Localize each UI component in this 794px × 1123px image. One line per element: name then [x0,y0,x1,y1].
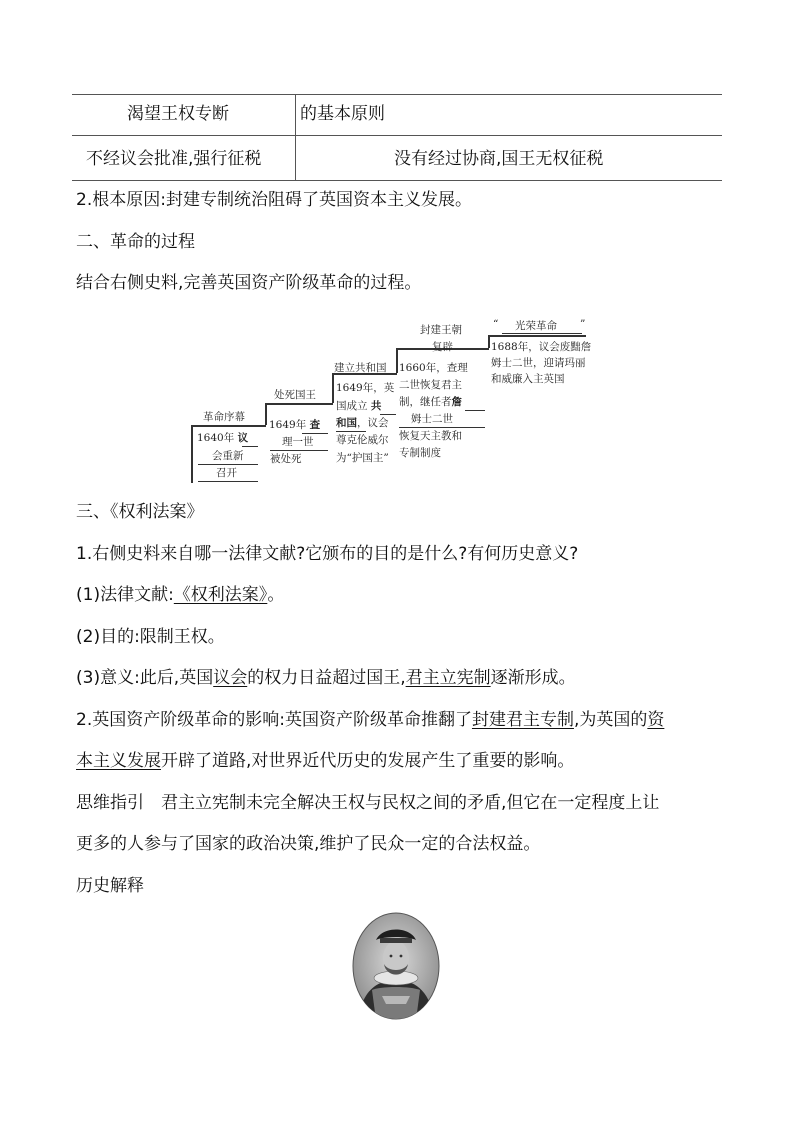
stair-line [396,348,398,373]
step-answer: 光荣革命 [515,320,557,332]
blank-line [502,333,582,334]
blank-line [270,450,328,451]
step-title-prelude: 革命序幕 [203,411,245,423]
blank-line [198,481,258,482]
step-text: 和国，议会 [336,417,389,429]
table-cell: 渴望王权专断 [127,104,229,124]
blank-line [399,427,485,428]
step-text: 1660年，查理 [399,362,468,374]
section-heading-interpretation: 历史解释 [76,876,144,896]
step-text: 尊克伦威尔 [336,434,389,446]
answer-3: (3)意义:此后,英国议会的权力日益超过国王,君主立宪制逐渐形成。 [76,668,576,688]
root-cause-text: 2.根本原因:封建专制统治阻碍了英国资本主义发展。 [76,190,472,210]
blank-line [302,433,328,434]
step-text: 姆士二世，迎请玛丽 [491,357,586,369]
step-text: 1649年，英 [336,382,395,394]
stair-line [488,335,490,348]
step-text: 1688年，议会废黜詹 [491,341,592,353]
step-answer: 姆士二世 [411,413,453,425]
impact-text-line2: 本主义发展开辟了道路,对世界近代历史的发展产生了重要的影响。 [76,751,575,771]
table-rule [72,135,722,136]
table-rule [72,180,722,181]
step-text: 1649年 查 [269,419,321,431]
quote-mark: ” [580,318,586,330]
stair-line [265,403,333,405]
table-cell: 的基本原则 [300,104,385,124]
stair-line [265,403,267,425]
table-cell: 没有经过协商,国王无权征税 [394,149,604,169]
step-text: 1640年 议 [197,432,249,444]
step-text: 制，继任者詹 [399,396,462,408]
step-title-restoration: 封建王朝 [420,324,462,336]
step-title-republic: 建立共和国 [334,362,387,374]
answer-2: (2)目的:限制王权。 [76,627,225,647]
revolution-process-diagram [190,315,610,485]
section-heading-process: 二、革命的过程 [76,232,195,252]
section-heading-bill: 三、《权利法案》 [76,502,204,522]
question-1: 1.右侧史料来自哪一法律文献?它颁布的目的是什么?有何历史意义? [76,544,579,564]
blank-line [380,414,396,415]
thinking-guide-line2: 更多的人参与了国家的政治决策,维护了民众一定的合法权益。 [76,834,541,854]
stair-line [191,425,266,427]
step-answer: 理一世 [282,436,314,448]
king-portrait [352,912,440,1020]
step-answer: 召开 [216,467,237,479]
impact-text-line1: 2.英国资产阶级革命的影响:英国资产阶级革命推翻了封建君主专制,为英国的资 [76,710,665,730]
step-text: 恢复天主教和 [399,430,462,442]
step-text: 专制制度 [399,447,441,459]
blank-line [198,464,258,465]
blank-line [242,446,258,447]
answer-1: (1)法律文献:《权利法案》。 [76,585,285,605]
instruction-text: 结合右侧史料,完善英国资产阶级革命的过程。 [76,273,422,293]
comparison-table [72,94,722,180]
table-rule [72,94,722,95]
blank-line [336,431,366,432]
step-answer: 会重新 [212,450,244,462]
step-text: 被处死 [270,453,302,465]
step-text: 国成立 共 [336,400,382,412]
step-text: 二世恢复君主 [399,379,462,391]
quote-mark: “ [493,318,499,330]
stair-line [332,373,334,403]
table-divider [295,94,296,180]
table-cell: 不经议会批准,强行征税 [86,149,262,169]
stair-line [191,425,193,483]
step-title-execute-king: 处死国王 [274,389,316,401]
step-title-restoration: 复辟 [432,341,453,353]
blank-line [465,410,485,411]
step-text: 为“护国主” [336,452,389,464]
step-text: 和威廉入主英国 [491,373,565,385]
stair-line [488,335,586,337]
thinking-guide-line1: 思维指引 君主立宪制未完全解决王权与民权之间的矛盾,但它在一定程度上让 [76,793,660,813]
